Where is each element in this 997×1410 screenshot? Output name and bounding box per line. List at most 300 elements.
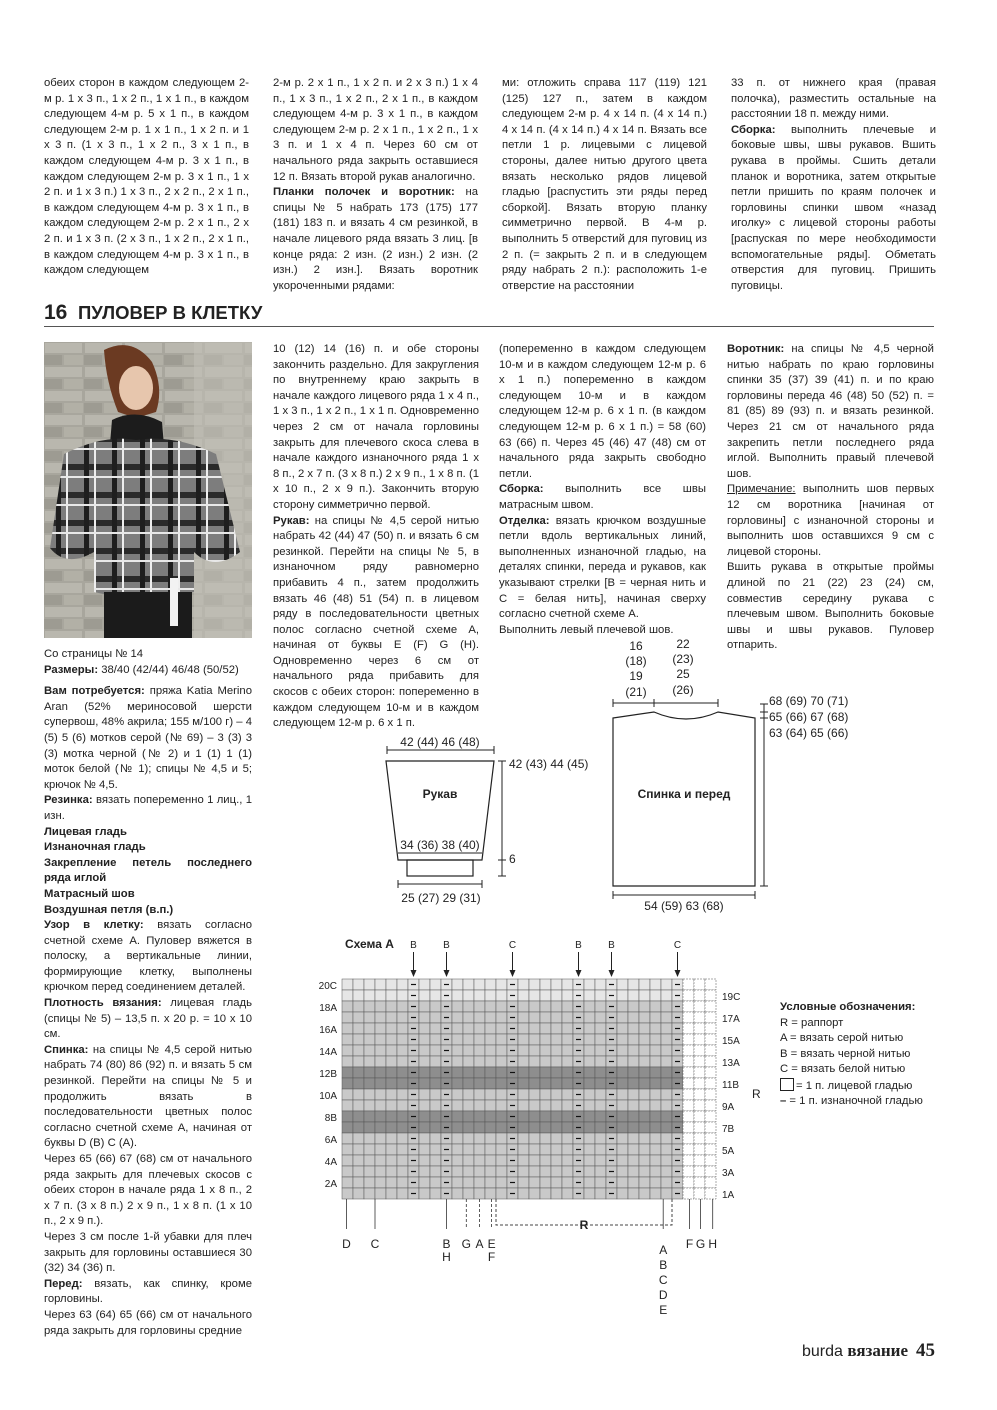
- chart-cell: [628, 1166, 639, 1177]
- chart-cell: [529, 990, 540, 1001]
- chart-cell: [375, 1177, 386, 1188]
- chart-cell: [474, 1133, 485, 1144]
- chart-cell: [397, 979, 408, 990]
- column-letter: A: [659, 1243, 668, 1257]
- chart-cell: [595, 990, 606, 1001]
- chart-cell: [650, 1188, 661, 1199]
- chart-cell: [617, 1001, 628, 1012]
- chart-cell: [683, 1034, 694, 1045]
- chart-cell: [540, 1188, 551, 1199]
- chart-cell: [628, 990, 639, 1001]
- chart-cell: [694, 979, 705, 990]
- chart-cell: [705, 1078, 716, 1089]
- chart-cell: [639, 1045, 650, 1056]
- chart-cell: [529, 1034, 540, 1045]
- chart-cell: [463, 1122, 474, 1133]
- column-letter: G: [461, 1237, 471, 1251]
- chart-cell: [452, 1023, 463, 1034]
- chart-cell: [562, 1166, 573, 1177]
- chart-cell: [540, 1045, 551, 1056]
- legend: Условные обозначения: R = раппорт A = вязать серой нитью B = вязать черной нитью C = вязать белой нитью = 1 п. лицевой гладью – = 1 п. изнаночной гладью: [780, 1001, 923, 1107]
- column-letter: H: [442, 1250, 451, 1264]
- chart-cell: [562, 1111, 573, 1122]
- chart-cell: [452, 1155, 463, 1166]
- chart-cell: [364, 1034, 375, 1045]
- chart-cell: [474, 1188, 485, 1199]
- svg-text:16: 16: [629, 639, 643, 653]
- chart-cell: [562, 1067, 573, 1078]
- row-label-right: 7B: [722, 1124, 735, 1135]
- chart-cell: [353, 1023, 364, 1034]
- chart-cell: [485, 1177, 496, 1188]
- chart-cell: [661, 1023, 672, 1034]
- row-label-left: 4A: [324, 1157, 337, 1168]
- chart-cell: [353, 1122, 364, 1133]
- chart-cell: [617, 1166, 628, 1177]
- chart-cell: [397, 1056, 408, 1067]
- chart-cell: [529, 1188, 540, 1199]
- chart-cell: [584, 1045, 595, 1056]
- chart-cell: [430, 1078, 441, 1089]
- chart-cell: [474, 1122, 485, 1133]
- chart-cell: [617, 1144, 628, 1155]
- top-column-4: 33 п. от нижнего края (правая полочка), разместить остальные на расстоянии 18 п. между ними. Сборка: выполнить плечевые и боковые швы, швы рукавов. Вшить рукава в проймы. Сшить детали планок и воротника, затем открытые петли пришить по краям полочек и горловины спинки швом «назад иголку» с лицевой стороны работы [распуская по мере необходимости вспомогательные ряды]. Обметать отверстия для пуговиц. Пришить пуговицы.: [731, 77, 936, 292]
- chart-cell: [485, 1100, 496, 1111]
- chart-cell: [694, 1177, 705, 1188]
- chart-cell: [540, 979, 551, 990]
- chart-cell: [683, 1078, 694, 1089]
- chart-cell: [705, 1023, 716, 1034]
- chart-cell: [650, 1023, 661, 1034]
- chart-cell: [518, 1144, 529, 1155]
- chart-cell: [584, 1122, 595, 1133]
- chart-cell: [342, 1056, 353, 1067]
- section-heading: ПУЛОВЕР В КЛЕТКУ: [78, 302, 263, 323]
- chart-cell: [397, 1177, 408, 1188]
- chart-cell: [595, 979, 606, 990]
- column-letter: F: [487, 1250, 496, 1264]
- column-letter: F: [685, 1237, 694, 1251]
- chart-cell: [452, 979, 463, 990]
- chart-cell: [639, 1012, 650, 1023]
- chart-cell: [353, 1166, 364, 1177]
- chart-cell: [463, 1034, 474, 1045]
- arrow-head-icon: [576, 970, 582, 977]
- chart-cell: [562, 1078, 573, 1089]
- chart-cell: [485, 1001, 496, 1012]
- column-letter: H: [708, 1237, 718, 1251]
- knit-symbol-icon: [780, 1078, 794, 1091]
- chart-cell: [342, 1155, 353, 1166]
- chart-cell: [375, 1056, 386, 1067]
- chart-cell: [562, 979, 573, 990]
- chart-cell: [430, 1133, 441, 1144]
- chart-cell: [595, 1177, 606, 1188]
- chart-cell: [551, 1188, 562, 1199]
- chart-cell: [705, 1144, 716, 1155]
- chart-cell: [639, 1078, 650, 1089]
- chart-cell: [650, 1100, 661, 1111]
- chart-cell: [540, 1166, 551, 1177]
- chart-cell: [397, 1012, 408, 1023]
- chart-cell: [562, 1144, 573, 1155]
- right-column: Воротник: на спицы № 4,5 черной нитью набрать по краю горловины спинки 35 (37) 39 (41) п. и по краю горловины переда 46 (48) 50 (52) п. = 81 (85) 89 (93) п. и вязать резинкой. Через 21 см от начального ряда закрепить петли последнего ряда иглой. Выполнить правый плечевой шов. Примечание: выполнить шов первых 12 см воротника [начиная от горловины] с изнаночной стороны и выполнить шов оставшихся 9 см с лицевой стороны. Вшить рукава в открытые проймы длиной по 21 (22) 23 (24) см, совместив середину рукава с плечевым швом. Выполнить боковые швы и швы рукавов. Пуловер отпарить.: [727, 343, 934, 652]
- chart-cell: [683, 1133, 694, 1144]
- chart-cell: [595, 1111, 606, 1122]
- chart-cell: [452, 1111, 463, 1122]
- chart-cell: [639, 979, 650, 990]
- chart-cell: [474, 1177, 485, 1188]
- chart-cell: [375, 1188, 386, 1199]
- chart-cell: [628, 1067, 639, 1078]
- chart-cell: [463, 1023, 474, 1034]
- chart-cell: [386, 1001, 397, 1012]
- chart-cell: [397, 1067, 408, 1078]
- column-letter: D: [658, 1288, 668, 1302]
- arrow-head-icon: [411, 970, 417, 977]
- chart-cell: [650, 1056, 661, 1067]
- chart-cell: [474, 1100, 485, 1111]
- chart-cell: [353, 1056, 364, 1067]
- chart-cell: [397, 1045, 408, 1056]
- column-letter: E: [487, 1237, 496, 1251]
- chart-cell: [595, 1166, 606, 1177]
- chart-cell: [661, 1034, 672, 1045]
- chart-cell: [474, 1078, 485, 1089]
- chart-cell: [375, 1100, 386, 1111]
- svg-text:(18): (18): [625, 654, 647, 668]
- chart-cell: [617, 1089, 628, 1100]
- chart-cell: [364, 1122, 375, 1133]
- row-label-left: 10A: [319, 1091, 337, 1102]
- row-label-left: 16A: [319, 1025, 337, 1036]
- chart-cell: [342, 1012, 353, 1023]
- chart-cell: [485, 1034, 496, 1045]
- chart-cell: [452, 1067, 463, 1078]
- chart-cell: [628, 1078, 639, 1089]
- column-letter: B: [442, 1237, 451, 1251]
- sleeve-cuff-height: 6: [509, 852, 516, 866]
- chart-cell: [474, 1111, 485, 1122]
- chart-cell: [529, 1144, 540, 1155]
- chart-cell: [463, 1012, 474, 1023]
- chart-cell: [353, 990, 364, 1001]
- chart-cell: [397, 1001, 408, 1012]
- chart-cell: [364, 1144, 375, 1155]
- chart-cell: [364, 1067, 375, 1078]
- chart-cell: [617, 1111, 628, 1122]
- chart-cell: [562, 1056, 573, 1067]
- chart-cell: [540, 1122, 551, 1133]
- chart-cell: [485, 1089, 496, 1100]
- chart-cell: [452, 1133, 463, 1144]
- chart-cell: [650, 1067, 661, 1078]
- chart-cell: [452, 1144, 463, 1155]
- chart-cell: [419, 979, 430, 990]
- chart-cell: [595, 1034, 606, 1045]
- chart-cell: [419, 1012, 430, 1023]
- chart-cell: [463, 1166, 474, 1177]
- chart-cell: [705, 1012, 716, 1023]
- chart-cell: [661, 1122, 672, 1133]
- middle-column-1: 10 (12) 14 (16) п. и обе стороны закончить раздельно. Для закругления по внутреннему краю закрыть в начале каждого лицевого ряда 1 х 4 п., 1 х 3 п., 1 х 2 п., 1 х 1 п. Одновременно через 2 см от начала горловины закрыть для плечевого скоса слева в начале каждого изнаночного ряда 1 х 8 п., 2 х 7 п. (3 х 8 п.) 2 х 9 п., 1 х 8 п. (1 х 10 п., 2 х 9 п.). Закончить вторую сторону симметрично первой. Рукав: на спицы № 4,5 серой нитью набрать 42 (44) 47 (50) п. и вязать 6 см резинкой. Перейти на спицы № 5, в изнаночном ряду равномерно прибавить 4 п., затем продолжить вязать 46 (48) 51 (54) п. в лицевом ряду в последовательности цветных полос согласно счетной схеме А, начиная от буквы E (F) G (H). Одновременно через 6 см от начального ряда прибавить для скосов с обеих сторон: попеременно в каждом следующем 10-м и в каждом следующем 12-м р. 6 х 1 п.: [273, 343, 479, 730]
- chart-cell: [518, 1122, 529, 1133]
- chart-cell: [639, 1177, 650, 1188]
- chart-cell: [639, 1111, 650, 1122]
- chart-cell: [551, 1133, 562, 1144]
- chart-cell: [463, 1111, 474, 1122]
- chart-cell: [496, 1012, 507, 1023]
- chart-cell: [485, 1155, 496, 1166]
- chart-cell: [353, 979, 364, 990]
- chart-cell: [364, 1045, 375, 1056]
- chart-cell: [529, 1122, 540, 1133]
- chart-cell: [485, 1122, 496, 1133]
- row-label-left: 6A: [324, 1135, 337, 1146]
- page-number: 45: [916, 1340, 935, 1361]
- chart-cell: [518, 1056, 529, 1067]
- chart-cell: [683, 1100, 694, 1111]
- svg-text:19: 19: [629, 669, 643, 683]
- chart-cell: [452, 1034, 463, 1045]
- chart-cell: [364, 1012, 375, 1023]
- chart-cell: [518, 979, 529, 990]
- chart-cell: [595, 1144, 606, 1155]
- arrow-label: B: [410, 940, 417, 951]
- scheme-title: Схема А: [345, 937, 394, 951]
- chart-cell: [540, 1078, 551, 1089]
- chart-cell: [430, 1067, 441, 1078]
- chart-cell: [430, 1034, 441, 1045]
- chart-cell: [463, 1133, 474, 1144]
- chart-cell: [485, 1078, 496, 1089]
- chart-cell: [540, 1023, 551, 1034]
- chart-cell: [474, 1001, 485, 1012]
- section-number: 16: [44, 301, 68, 324]
- chart-cell: [463, 1078, 474, 1089]
- chart-cell: [628, 1012, 639, 1023]
- chart-cell: [485, 1188, 496, 1199]
- chart-cell: [353, 1089, 364, 1100]
- chart-cell: [419, 1034, 430, 1045]
- chart-cell: [628, 1144, 639, 1155]
- chart-cell: [540, 1056, 551, 1067]
- chart-cell: [419, 1089, 430, 1100]
- chart-cell: [705, 990, 716, 1001]
- chart-cell: [386, 1078, 397, 1089]
- chart-cell: [639, 990, 650, 1001]
- chart-cell: [419, 1111, 430, 1122]
- chart-cell: [518, 1166, 529, 1177]
- svg-text:(21): (21): [625, 685, 647, 699]
- chart-cell: [474, 990, 485, 1001]
- chart-cell: [386, 1056, 397, 1067]
- chart-cell: [683, 1122, 694, 1133]
- row-label-left: 12B: [319, 1069, 337, 1080]
- svg-text:22: 22: [676, 637, 690, 651]
- chart-cell: [496, 990, 507, 1001]
- chart-cell: [694, 1012, 705, 1023]
- chart-cell: [584, 1012, 595, 1023]
- chart-cell: [485, 1133, 496, 1144]
- chart-cell: [694, 1166, 705, 1177]
- column-letter: E: [659, 1303, 668, 1317]
- chart-cell: [650, 1122, 661, 1133]
- chart-cell: [342, 1122, 353, 1133]
- chart-cell: [584, 1056, 595, 1067]
- chart-cell: [353, 1001, 364, 1012]
- chart-cell: [628, 1188, 639, 1199]
- chart-cell: [419, 1122, 430, 1133]
- chart-cell: [628, 1155, 639, 1166]
- chart-cell: [364, 1177, 375, 1188]
- repeat-label-bottom: R: [579, 1218, 589, 1232]
- chart-cell: [617, 1133, 628, 1144]
- sleeve-top-width: 42 (44) 46 (48): [400, 735, 480, 749]
- chart-cell: [661, 1133, 672, 1144]
- chart-cell: [518, 1045, 529, 1056]
- chart-cell: [375, 1089, 386, 1100]
- chart-cell: [485, 1045, 496, 1056]
- chart-cell: [705, 1045, 716, 1056]
- chart-cell: [661, 1177, 672, 1188]
- chart-cell: [419, 1166, 430, 1177]
- chart-cell: [452, 1056, 463, 1067]
- sleeve-bottom-width: 25 (27) 29 (31): [401, 891, 481, 905]
- chart-cell: [452, 1177, 463, 1188]
- chart-cell: [485, 1067, 496, 1078]
- chart-cell: [474, 1023, 485, 1034]
- chart-cell: [529, 1045, 540, 1056]
- chart-cell: [386, 1166, 397, 1177]
- row-label-right: 13A: [722, 1058, 740, 1069]
- chart-cell: [518, 1023, 529, 1034]
- chart-cell: [452, 990, 463, 1001]
- chart-cell: [485, 1056, 496, 1067]
- chart-cell: [617, 1155, 628, 1166]
- chart-cell: [430, 1056, 441, 1067]
- chart-cell: [485, 990, 496, 1001]
- chart-cell: [386, 1100, 397, 1111]
- chart-cell: [584, 1133, 595, 1144]
- chart-cell: [650, 1111, 661, 1122]
- chart-cell: [551, 1078, 562, 1089]
- chart-cell: [628, 1133, 639, 1144]
- chart-cell: [430, 1012, 441, 1023]
- chart-cell: [551, 1023, 562, 1034]
- chart-cell: [386, 1133, 397, 1144]
- chart-cell: [694, 1155, 705, 1166]
- chart-cell: [496, 1001, 507, 1012]
- chart-cell: [419, 1067, 430, 1078]
- chart-cell: [430, 1100, 441, 1111]
- chart-cell: [694, 1078, 705, 1089]
- row-label-right: 19C: [722, 992, 741, 1003]
- chart-cell: [430, 1166, 441, 1177]
- body-label: Спинка и перед: [637, 787, 731, 801]
- chart-cell: [452, 1012, 463, 1023]
- arrow-label: B: [443, 940, 450, 951]
- chart-cell: [617, 979, 628, 990]
- chart-cell: [584, 1067, 595, 1078]
- arrow-head-icon: [609, 970, 615, 977]
- chart-cell: [529, 1166, 540, 1177]
- row-label-right: 3A: [722, 1168, 735, 1179]
- chart-cell: [584, 1001, 595, 1012]
- chart-cell: [639, 1155, 650, 1166]
- chart-cell: [562, 1188, 573, 1199]
- chart-cell: [628, 1089, 639, 1100]
- chart-cell: [694, 1089, 705, 1100]
- chart-cell: [353, 1188, 364, 1199]
- chart-cell: [474, 1144, 485, 1155]
- chart-cell: [353, 1045, 364, 1056]
- chart-cell: [694, 1045, 705, 1056]
- chart-cell: [617, 1012, 628, 1023]
- chart-cell: [683, 979, 694, 990]
- chart-cell: [342, 1177, 353, 1188]
- chart-cell: [683, 1155, 694, 1166]
- chart-cell: [474, 1056, 485, 1067]
- chart-cell: [584, 1078, 595, 1089]
- chart-cell: [529, 1001, 540, 1012]
- svg-text:(26): (26): [672, 683, 694, 697]
- chart-cell: [562, 1177, 573, 1188]
- chart-cell: [397, 1034, 408, 1045]
- chart-cell: [694, 990, 705, 1001]
- chart-cell: [705, 1034, 716, 1045]
- chart-cell: [386, 1122, 397, 1133]
- chart-cell: [474, 1012, 485, 1023]
- chart-cell: [639, 1100, 650, 1111]
- row-label-left: 8B: [324, 1113, 337, 1124]
- chart-cell: [562, 1034, 573, 1045]
- chart-cell: [430, 979, 441, 990]
- chart-cell: [661, 1100, 672, 1111]
- chart-cell: [551, 979, 562, 990]
- chart-cell: [496, 1023, 507, 1034]
- left-column: Со страницы № 14 Размеры: 38/40 (42/44) 46/48 (50/52) Вам потребуется: пряжа Katia Merino Aran (52% мериносовой шерсти супервош, 48% акрила; 155 м/100 г) – 4 (5) 5 (6) мотков серой (№ 69) – 3 (3) 3 (3) мотка черной (№ 2) и 1 (1) 1 (1) моток белой (№ 1); спицы № 4,5 и 5; крючок № 4,5. Резинка: вязать попеременно 1 лиц., 1 изн. Лицевая гладь Изнаночная гладь Закрепление петель последнего ряда иглой Матрасный шов Воздушная петля (в.п.) Узор в клетку: вязать согласно счетной схеме А. Пуловер вяжется в полоску, а вертикальные линии, формирующие клетку, выполнены крючком перед соединением деталей. Плотность вязания: лицевая гладь (спицы № 5) – 13,5 п. х 20 р. = 10 х 10 см. Спинка: на спицы № 4,5 серой нитью набрать 74 (80) 86 (92) п. и вязать 5 см резинкой. Перейти на спицы № 5 и продолжить вязать в последовательности цветных полос согласно счетной схеме А, начиная от буквы D (B) C (A). Через 65 (66) 67 (68) см от начального ряда закрыть для плечевых скосов с обеих сторон в начале ряда 1 х 8 п., 2 х 7 п. (3 х 8 п.) 2 х 9 п., 1 х 8 п. (1 х 10 п., 2 х 9 п.). Через 3 см после 1-й убавки для плеч закрыть для горловины оставшиеся 30 (32) 34 (36) п. Перед: вязать, как спинку, кроме горловины. Через 63 (64) 65 (66) см от начального ряда закрыть для горловины средние: [44, 648, 253, 1337]
- chart-cell: [529, 1023, 540, 1034]
- chart-cell: [683, 1188, 694, 1199]
- chart-cell: [353, 1144, 364, 1155]
- chart-cell: [419, 1001, 430, 1012]
- chart-cell: [463, 1144, 474, 1155]
- chart-cell: [397, 990, 408, 1001]
- chart-cell: [628, 1045, 639, 1056]
- chart-cell: [584, 990, 595, 1001]
- chart-cell: [683, 1111, 694, 1122]
- chart-cell: [683, 1045, 694, 1056]
- chart-cell: [430, 1155, 441, 1166]
- chart-cell: [529, 1133, 540, 1144]
- chart-cell: [529, 1100, 540, 1111]
- chart-cell: [661, 1166, 672, 1177]
- chart-cell: [595, 1023, 606, 1034]
- chart-cell: [496, 1166, 507, 1177]
- chart-cell: [694, 1001, 705, 1012]
- chart-cell: [463, 1067, 474, 1078]
- chart-cell: [463, 990, 474, 1001]
- chart-cell: [540, 1177, 551, 1188]
- chart-cell: [562, 1122, 573, 1133]
- chart-cell: [595, 1067, 606, 1078]
- chart-cell: [419, 1144, 430, 1155]
- chart-cell: [386, 1144, 397, 1155]
- chart-cell: [650, 1078, 661, 1089]
- chart-cell: [419, 1133, 430, 1144]
- chart-cell: [683, 1056, 694, 1067]
